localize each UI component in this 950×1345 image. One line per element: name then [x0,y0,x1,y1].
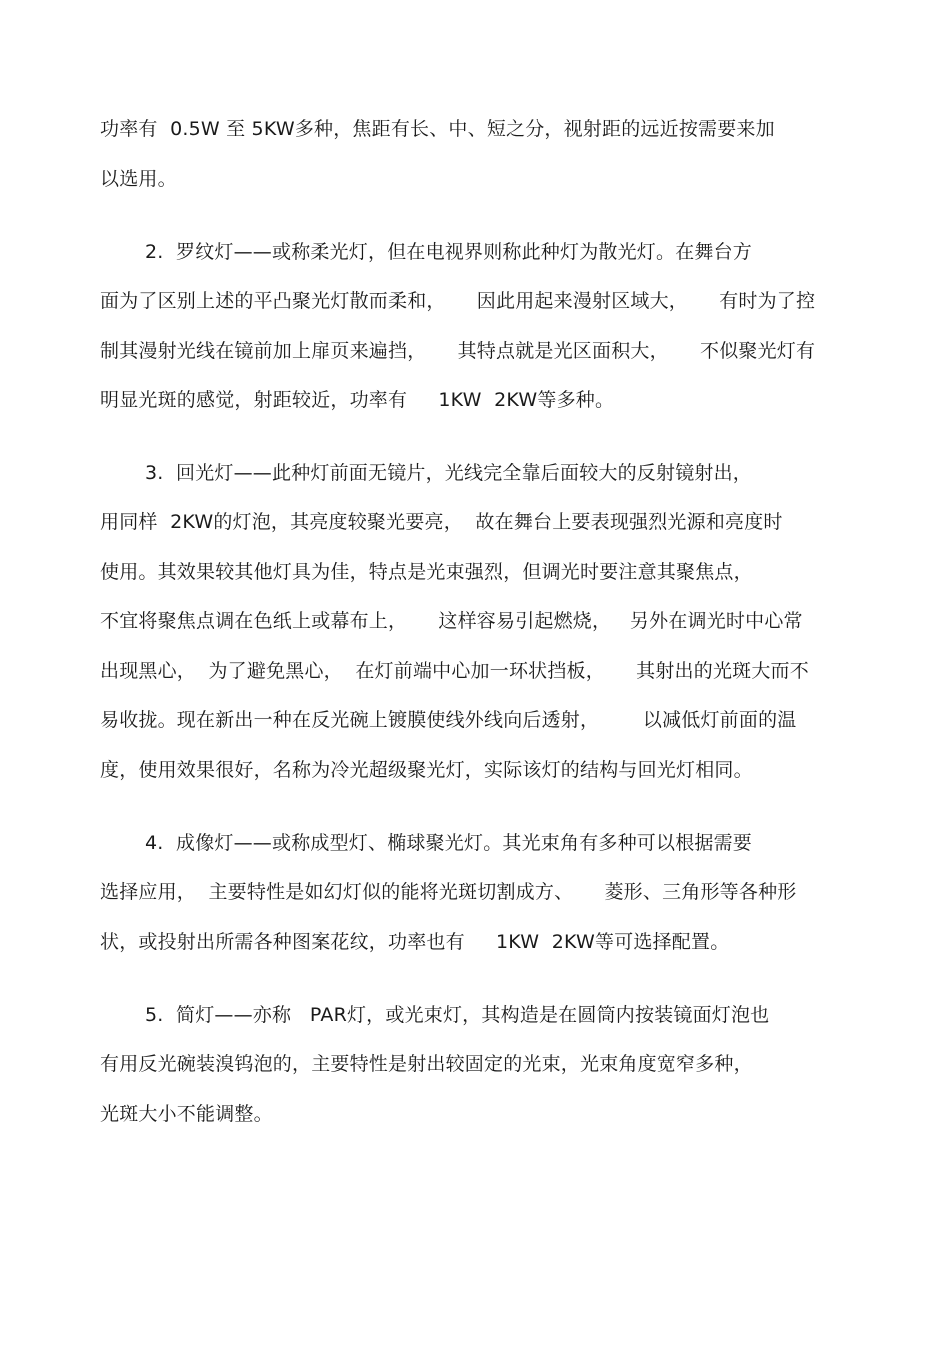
text-line-11: 出现黑心， 为了避免黑心， 在灯前端中心加一环状挡板， 其射出的光斑大而不 [100,660,809,682]
text-line-2: 以选用。 [100,168,177,190]
text-line-16: 状，或投射出所需各种图案花纹，功率也有 1KW 2KW等可选择配置。 [100,931,730,953]
text-line-19: 光斑大小不能调整。 [100,1103,273,1125]
text-line-1: 功率有 0.5W 至 5KW多种，焦距有长、中、短之分，视射距的远近按需要来加 [100,118,775,140]
text-line-15: 选择应用， 主要特性是如幻灯似的能将光斑切割成方、 菱形、三角形等各种形 [100,881,797,903]
text-line-9: 使用。其效果较其他灯具为佳，特点是光束强烈，但调光时要注意其聚焦点， [100,561,753,583]
text-line-3: 2. 罗纹灯——或称柔光灯，但在电视界则称此种灯为散光灯。在舞台方 [145,241,753,263]
text-line-5: 制其漫射光线在镜前加上扉页来遍挡， 其特点就是光区面积大， 不似聚光灯有 [100,340,816,362]
text-line-10: 不宜将聚焦点调在色纸上或幕布上， 这样容易引起燃烧， 另外在调光时中心常 [100,610,803,632]
text-line-14: 4. 成像灯——或称成型灯、椭球聚光灯。其光束角有多种可以根据需要 [145,832,753,854]
text-line-18: 有用反光碗装溴钨泡的，主要特性是射出较固定的光束，光束角度宽窄多种， [100,1053,753,1075]
text-line-6: 明显光斑的感觉，射距较近，功率有 1KW 2KW等多种。 [100,389,615,411]
text-line-13: 度，使用效果很好，名称为冷光超级聚光灯，实际该灯的结构与回光灯相同。 [100,759,753,781]
text-line-17: 5. 简灯——亦称 PAR灯，或光束灯，其构造是在圆筒内按装镜面灯泡也 [145,1004,770,1026]
text-line-12: 易收拢。现在新出一种在反光碗上镀膜使线外线向后透射， 以减低灯前面的温 [100,709,797,731]
text-line-4: 面为了区别上述的平凸聚光灯散而柔和， 因此用起来漫射区域大， 有时为了控 [100,290,816,312]
text-line-8: 用同样 2KW的灯泡，其亮度较聚光要亮， 故在舞台上要表现强烈光源和亮度时 [100,511,783,533]
text-line-7: 3. 回光灯——此种灯前面无镜片，光线完全靠后面较大的反射镜射出， [145,462,753,484]
